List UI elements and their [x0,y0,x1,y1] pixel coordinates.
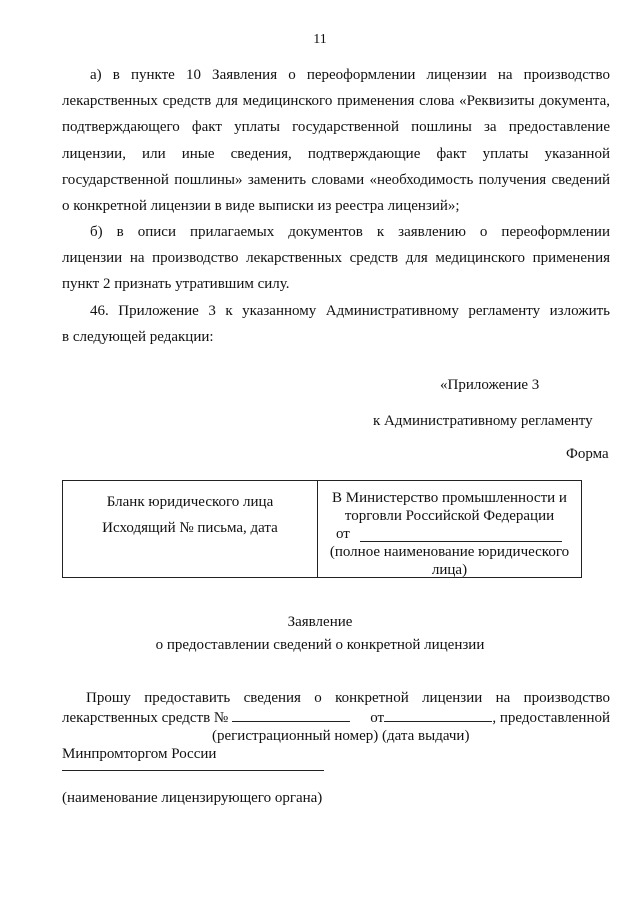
request-body [62,689,610,763]
letterhead-label: Бланк юридического лица [106,494,274,510]
form-label: Форма [566,446,609,462]
from-label: от [336,526,350,542]
request-text: от [370,710,385,726]
registration-number-blank [232,707,350,722]
statement-subtitle: о предоставлении сведений о конкретной лицензии [155,637,485,653]
appendix-subtitle: к Административному регламенту [373,413,593,429]
paragraph-b [62,219,610,298]
paragraph-line: пункт 2 признать утратившим силу. [62,276,290,293]
appendix-title: «Приложение 3 [440,377,540,393]
authority-caption: (наименование лицензирующего органа) [62,790,323,806]
paragraph-line: а) в пункте 10 Заявления о переоформлении лицензии на производство [90,67,610,83]
paragraph-line: государственной пошлины» заменить словами «необходимость получения сведений [62,171,610,188]
paragraph-line: б) в описи прилагаемых документов к заявлению о переоформлении [90,224,610,240]
paragraph-line: лицензии на производство лекарственных средств для медицинского применения [62,250,610,267]
from-blank-line [360,541,562,542]
paragraph-line: подтверждающего факт уплаты государственной пошлины за предоставление [62,119,610,136]
addressee-line: В Министерство промышленности и [332,490,567,506]
form-header-table [62,480,582,578]
paragraph-line: лекарственных средств для медицинского применения слова «Реквизиты документа, [62,93,610,110]
paragraph-46 [62,298,610,350]
paragraph-line: 46. Приложение 3 к указанному Административному регламенту изложить [90,303,610,319]
statement-title: Заявление [287,614,353,630]
paragraph-line: в следующей редакции: [62,329,214,346]
from-row [318,525,581,543]
paragraph-line: о конкретной лицензии в виде выписки из реестра лицензий»; [62,198,460,215]
request-text: , предоставленной [492,710,610,726]
page-number: 11 [313,32,327,47]
applicant-caption: (полное наименование юридического [329,544,570,560]
paragraph-line: лицензии, или иные сведения, подтверждающие факт уплаты указанной [62,145,610,162]
request-text: лекарственных средств № [62,710,229,726]
issuing-authority: Минпромторгом России [62,746,217,762]
issue-date-blank [384,707,492,722]
table-cell-right [318,489,581,579]
applicant-caption: лица) [431,562,468,578]
paragraph-a [62,62,610,219]
request-line: Прошу предоставить сведения о конкретной лицензии на производство [86,690,610,706]
authority-blank-line [62,770,324,771]
table-cell-left [63,489,317,541]
request-caption: (регистрационный номер) (дата выдачи) [212,728,470,744]
addressee-line: торговли Российской Федерации [344,508,555,524]
request-line-2 [62,707,610,727]
outgoing-number-label: Исходящий № письма, дата [102,520,278,536]
